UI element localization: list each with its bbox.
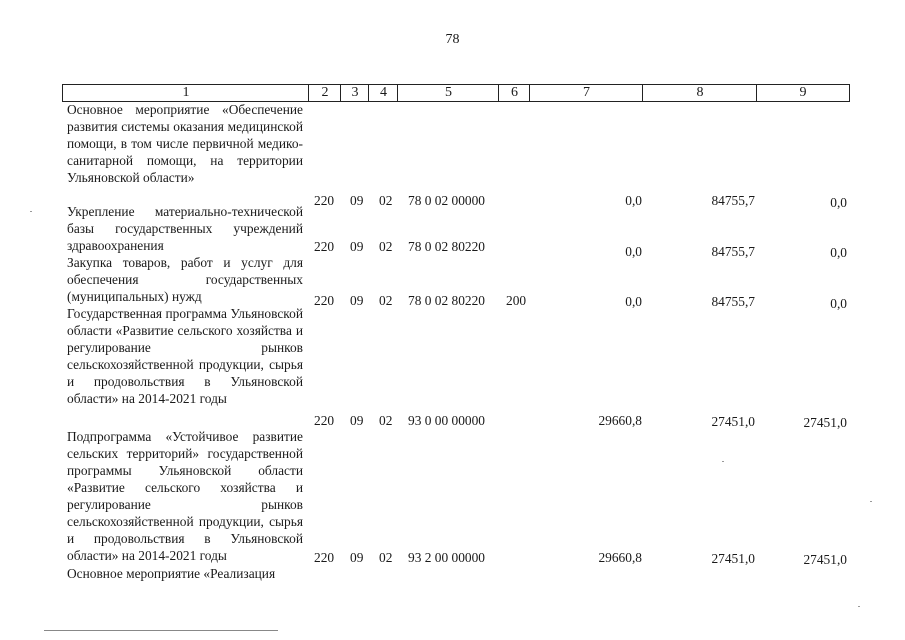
cell-col-2: 220 <box>314 239 335 254</box>
cell-col-4: 02 <box>379 550 393 565</box>
cell-col-9: 27451,0 <box>803 552 847 567</box>
header-col-5: 5 <box>397 84 499 102</box>
page-number: 78 <box>445 32 460 47</box>
row-description: Государственная программа Ульяновской области «Развитие сельского хозяйства и регулирование рынков сельскохозяйственной продукции, сырья и продовольствия в Ульяновской области» на 2014-2021 годы <box>67 306 303 406</box>
cell-col-3: 09 <box>350 193 364 208</box>
header-col-2: 2 <box>308 84 341 102</box>
scan-speck <box>722 461 724 462</box>
cell-col-7: 0,0 <box>625 244 642 259</box>
cell-col-7: 29660,8 <box>598 413 642 428</box>
cell-col-5: 93 2 00 00000 <box>408 550 485 565</box>
header-col-6: 6 <box>498 84 530 102</box>
cell-col-9: 0,0 <box>830 296 847 311</box>
row-description: Основное мероприятие «Реализация <box>67 566 276 581</box>
cell-col-8: 84755,7 <box>711 193 755 208</box>
cell-col-3: 09 <box>350 550 364 565</box>
row-description: Подпрограмма «Устойчивое развитие сельских территорий» государственной программы Ульяновской области «Развитие сельского хозяйства и регулирование рынков сельскохозяйственной продукции, сырья и продовольствия в Ульяновской области» на 2014-2021 годы <box>67 429 303 563</box>
header-col-3: 3 <box>340 84 369 102</box>
cell-col-8: 27451,0 <box>711 551 755 566</box>
scan-speck <box>858 606 860 607</box>
cell-col-5: 78 0 02 80220 <box>408 239 485 254</box>
cell-col-5: 78 0 02 80220 <box>408 293 485 308</box>
row-description: Основное мероприятие «Обеспечение развития системы оказания медицинской помощи, в том числе первичной медико-санитарной помощи, на территории Ульяновской области» <box>67 102 303 185</box>
cell-col-5: 78 0 02 00000 <box>408 193 485 208</box>
cell-col-9: 27451,0 <box>803 415 847 430</box>
cell-col-2: 220 <box>314 293 335 308</box>
cell-col-9: 0,0 <box>830 245 847 260</box>
header-col-1: 1 <box>62 84 309 102</box>
cell-col-4: 02 <box>379 293 393 308</box>
cell-col-2: 220 <box>314 550 335 565</box>
header-col-8: 8 <box>642 84 757 102</box>
scan-speck <box>870 501 872 502</box>
cell-col-8: 27451,0 <box>711 414 755 429</box>
cell-col-9: 0,0 <box>830 195 847 210</box>
cell-col-3: 09 <box>350 413 364 428</box>
cell-col-4: 02 <box>379 239 393 254</box>
cell-col-4: 02 <box>379 193 393 208</box>
cell-col-8: 84755,7 <box>711 244 755 259</box>
row-description: Закупка товаров, работ и услуг для обеспечения государственных (муниципальных) нужд <box>67 255 303 304</box>
cell-col-4: 02 <box>379 413 393 428</box>
row-description: Укрепление материально-технической базы государственных учреждений здравоохранения <box>67 204 303 253</box>
cell-col-7: 0,0 <box>625 193 642 208</box>
scan-speck <box>30 211 32 212</box>
cell-col-3: 09 <box>350 293 364 308</box>
cell-col-7: 29660,8 <box>598 550 642 565</box>
cell-col-3: 09 <box>350 239 364 254</box>
header-col-9: 9 <box>756 84 850 102</box>
cell-col-7: 0,0 <box>625 294 642 309</box>
cell-col-8: 84755,7 <box>711 294 755 309</box>
cell-col-6: 200 <box>506 293 527 308</box>
cell-col-2: 220 <box>314 193 335 208</box>
cell-col-5: 93 0 00 00000 <box>408 413 485 428</box>
scan-artifact-line <box>44 630 278 631</box>
header-col-7: 7 <box>529 84 643 102</box>
header-col-4: 4 <box>368 84 398 102</box>
cell-col-2: 220 <box>314 413 335 428</box>
